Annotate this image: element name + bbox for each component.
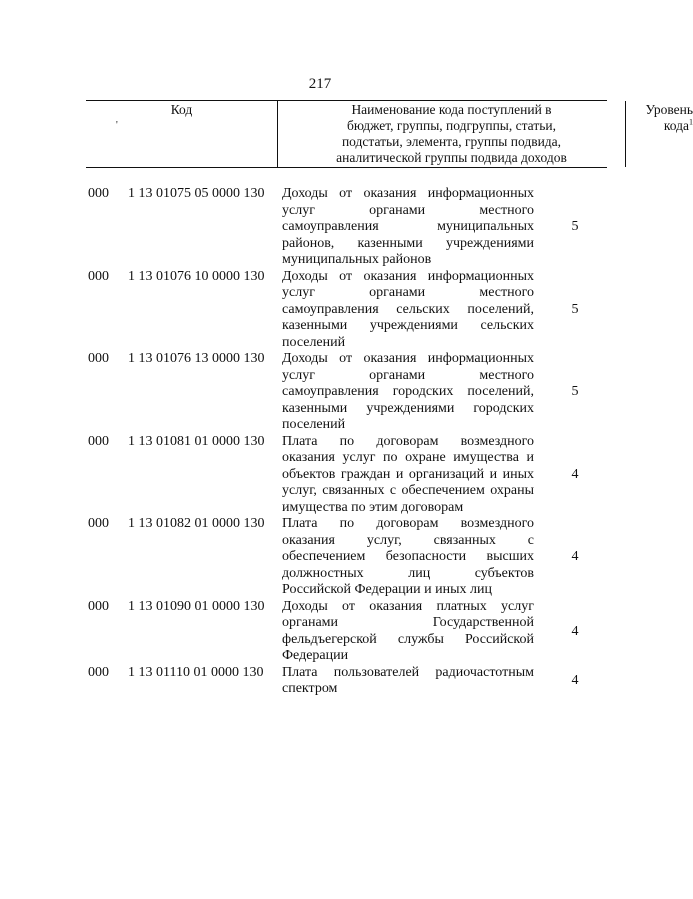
row-budget-code: 000 (88, 433, 109, 449)
header-name-line: аналитической группы подвида доходов (336, 150, 567, 165)
header-name-line: бюджет, группы, подгруппы, статьи, (347, 118, 556, 133)
header-name-line: подстатьи, элемента, группы подвида, (341, 134, 562, 149)
row-name-line: Плата по договорам возмездного (282, 433, 534, 449)
row-name-line: спектром (282, 681, 338, 696)
row-name-line: Плата по договорам возмездного (282, 516, 534, 531)
row-revenue-code: 1 13 01110 01 0000 130 (128, 664, 264, 680)
table-row (0, 665, 640, 698)
row-name-line: самоуправления муниципальных (282, 219, 534, 234)
page-number: 217 (308, 76, 332, 92)
row-name-line: фельдъегерской службы Российской (282, 631, 534, 647)
row-level: 5 (571, 384, 579, 399)
row-name-line: поселений (282, 417, 346, 432)
row-name-line: Плата пользователей радиочастотным (282, 664, 534, 680)
row-name-line: Доходы от оказания информационных (282, 186, 534, 201)
row-name-line: районов, казенными учреждениями (282, 235, 534, 251)
row-budget-code: 000 (88, 664, 109, 680)
row-budget-code: 000 (88, 516, 109, 531)
row-level: 5 (571, 219, 579, 234)
row-name-line: Федерации (282, 648, 349, 663)
row-name-line: Доходы от оказания информационных (282, 268, 534, 284)
table-header (86, 100, 693, 168)
header-level-footnote: 1 (689, 117, 693, 127)
row-name-line: услуг, связанных с обеспечением охраны (282, 483, 534, 498)
row-revenue-code: 1 13 01082 01 0000 130 (128, 516, 265, 531)
row-name-line: самоуправления сельских поселений, (282, 301, 534, 317)
row-level: 5 (571, 301, 579, 317)
table-body (0, 186, 640, 698)
row-name-line: услуг органами местного (282, 202, 534, 218)
row-name (282, 516, 534, 599)
header-tick-mark: ' (116, 120, 118, 131)
row-name-line: объектов граждан и организаций и иных (282, 466, 534, 482)
row-level: 4 (571, 672, 579, 688)
row-level: 4 (571, 623, 579, 639)
row-name-line: самоуправления городских поселений, (282, 384, 534, 399)
row-budget-code: 000 (88, 186, 109, 201)
table-row (0, 269, 640, 352)
header-name-line: Наименование кода поступлений в (351, 102, 552, 117)
header-code-column (86, 101, 277, 168)
row-name-line: казенными учреждениями городских (282, 400, 534, 416)
row-budget-code: 000 (88, 598, 109, 614)
row-budget-code: 000 (88, 268, 109, 284)
header-level-line1: Уровень (645, 102, 693, 117)
row-name (282, 269, 534, 352)
row-level: 4 (571, 549, 579, 564)
row-name-line: обеспечением безопасности высших (282, 549, 534, 564)
header-code-label: Код (170, 102, 193, 117)
row-revenue-code: 1 13 01076 10 0000 130 (128, 268, 265, 284)
row-name-line: муниципальных районов (282, 252, 432, 267)
header-name-column (277, 101, 626, 167)
row-budget-code: 000 (88, 351, 109, 366)
row-name-line: оказания услуг, связанных с (282, 532, 534, 548)
row-name-line: поселений (282, 334, 346, 350)
row-name-line: органами Государственной (282, 615, 534, 630)
row-name-line: имущества по этим договорам (282, 499, 464, 515)
row-name-line: Доходы от оказания платных услуг (282, 598, 534, 614)
row-revenue-code: 1 13 01075 05 0000 130 (128, 186, 265, 201)
table-row (0, 434, 640, 517)
header-level-line2: кода (663, 118, 689, 133)
row-name (282, 351, 534, 434)
row-revenue-code: 1 13 01090 01 0000 130 (128, 598, 265, 614)
header-level-column (626, 101, 693, 168)
row-level: 4 (571, 466, 579, 482)
row-revenue-code: 1 13 01081 01 0000 130 (128, 433, 265, 449)
table-row (0, 351, 640, 434)
row-name (282, 599, 534, 665)
table-row (0, 599, 640, 665)
row-name (282, 665, 534, 698)
row-name-line: услуг органами местного (282, 367, 534, 383)
row-name-line: Доходы от оказания информационных (282, 351, 534, 366)
table-row (0, 516, 640, 599)
row-name-line: казенными учреждениями сельских (282, 318, 534, 333)
row-name-line: услуг органами местного (282, 285, 534, 300)
row-name (282, 434, 534, 517)
row-name (282, 186, 534, 269)
row-revenue-code: 1 13 01076 13 0000 130 (128, 351, 265, 366)
table-row (0, 186, 640, 269)
row-name-line: оказания услуг по охране имущества и (282, 450, 534, 465)
row-name-line: должностных лиц субъектов (282, 565, 534, 581)
row-name-line: Российской Федерации и иных лиц (282, 582, 492, 597)
